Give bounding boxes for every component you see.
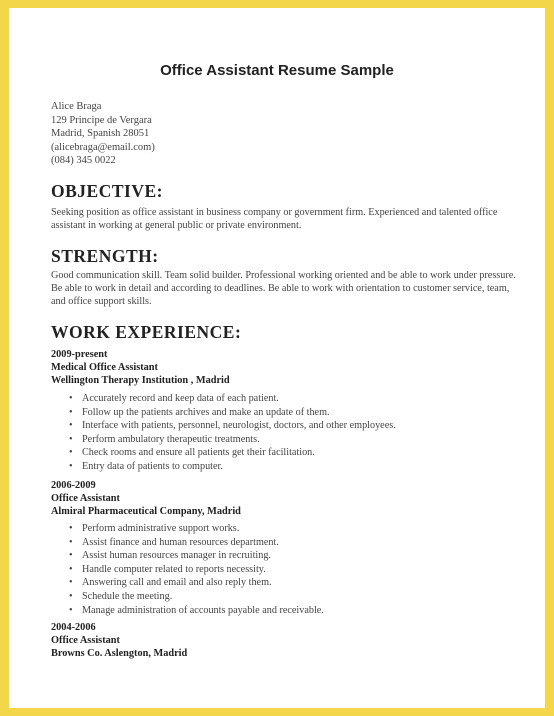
job-3-company: Browns Co. Aslengton, Madrid: [51, 648, 188, 660]
job-1-company: Wellington Therapy Institution , Madrid: [51, 375, 230, 387]
job-2-header: [51, 479, 241, 519]
contact-email: (alicebraga@email.com): [51, 141, 155, 153]
duty-item: • Schedule the meeting.: [69, 590, 324, 604]
duty-item: • Perform administrative support works.: [69, 522, 324, 536]
strength-heading: STRENGTH:: [51, 246, 159, 266]
strength-text: Good communication skill. Team solid builder. Professional working oriented and be able to work under pressure. Be able to work in detail and according to deadlines. Be able to work with orientation to customer service, team, and office support skills.: [51, 270, 516, 307]
job-3-header: [51, 621, 187, 661]
contact-city: Madrid, Spanish 28051: [51, 128, 150, 140]
work-experience-heading: WORK EXPERIENCE:: [51, 322, 242, 342]
duty-item: • Handle computer related to reports necessity.: [69, 563, 324, 577]
job-2-company: Almiral Pharmaceutical Company, Madrid: [51, 506, 241, 518]
duty-item: • Interface with patients, personnel, neurologist, doctors, and other employees.: [69, 419, 396, 433]
objective-heading: OBJECTIVE:: [51, 181, 163, 201]
job-1-role: Medical Office Assistant: [51, 362, 158, 374]
job-2-duties: [69, 522, 324, 617]
duty-item: • Perform ambulatory therapeutic treatments.: [69, 433, 396, 447]
job-3-role: Office Assistant: [51, 635, 120, 647]
duty-item: • Follow up the patients archives and make an update of them.: [69, 406, 396, 420]
objective-text: Seeking position as office assistant in business company or government firm. Experienced and talented office assistant in working at general public or private environment.: [51, 207, 498, 231]
duty-item: • Entry data of patients to computer.: [69, 460, 396, 474]
job-3-period: 2004-2006: [51, 622, 96, 633]
contact-phone: (084) 345 0022: [51, 155, 116, 167]
contact-street: 129 Principe de Vergara: [51, 114, 152, 126]
duty-item: • Assist human resources manager in recruiting.: [69, 549, 324, 563]
duty-item: • Answering call and email and also reply them.: [69, 576, 324, 590]
job-1-period: 2009-present: [51, 349, 108, 360]
duty-item: • Check rooms and ensure all patients get their facilitation.: [69, 446, 396, 460]
duty-item: • Manage administration of accounts payable and receivable.: [69, 604, 324, 618]
job-1-header: [51, 348, 230, 388]
duty-item: • Assist finance and human resources department.: [69, 536, 324, 550]
job-2-role: Office Assistant: [51, 493, 120, 505]
page-title: Office Assistant Resume Sample: [160, 62, 394, 79]
contact-name: Alice Braga: [51, 101, 102, 112]
duty-item: • Accurately record and keep data of each patient.: [69, 392, 396, 406]
contact-block: [51, 100, 155, 168]
job-2-period: 2006-2009: [51, 480, 96, 491]
job-1-duties: [69, 392, 396, 474]
resume-page: [9, 8, 545, 708]
